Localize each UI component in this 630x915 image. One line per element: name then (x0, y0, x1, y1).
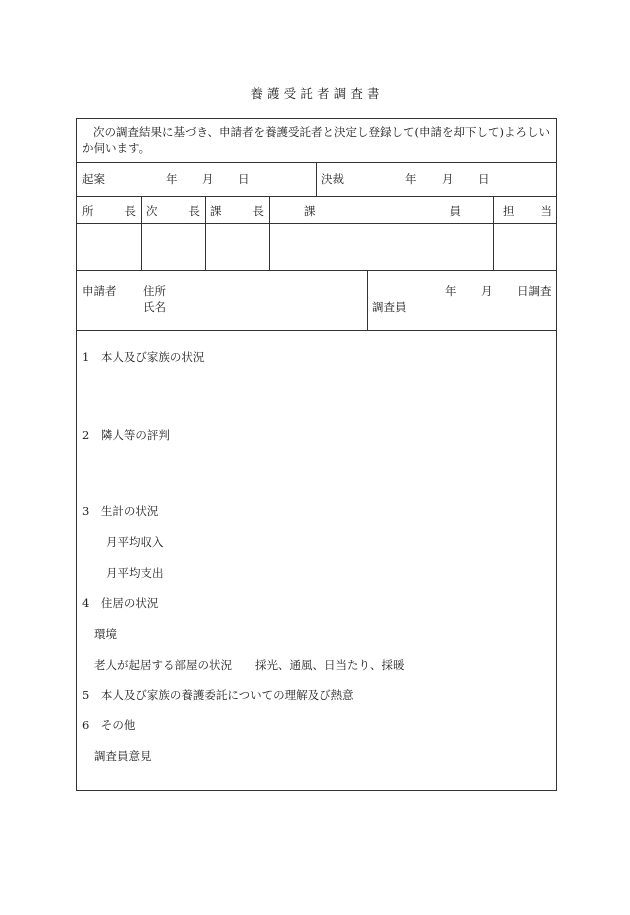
kessai-year: 年 (405, 172, 417, 186)
surveyor-label: 調査員 (372, 300, 407, 314)
intro-text: 次の調査結果に基づき、申請者を養護受託者と決定し登録して(申請を却下して)よろしいか伺います。 (82, 125, 551, 155)
header-kain-char1: 課 (304, 204, 316, 218)
header-tanto (493, 202, 557, 221)
kessai-label: 決裁 (321, 172, 344, 186)
header-kacho-char1: 課 (210, 204, 222, 218)
kian-label: 起案 (82, 172, 105, 186)
kessai-day: 日 (478, 172, 490, 186)
survey-month: 月 (481, 284, 493, 298)
header-shocho (77, 202, 141, 221)
rule-applicant (77, 330, 556, 331)
header-jicho (141, 202, 205, 221)
section-4-environment: 環境 (94, 627, 117, 641)
rule-approval-header (77, 223, 556, 224)
kessai-month: 月 (442, 172, 454, 186)
section-6: 6 その他 (82, 718, 136, 732)
kian-day: 日 (238, 172, 250, 186)
header-jicho-char2: 長 (188, 204, 200, 218)
section-2: 2 隣人等の評判 (82, 428, 170, 442)
survey-date-suffix: 日調査 (517, 284, 552, 298)
applicant-name: 氏名 (143, 300, 166, 314)
header-tanto-char1: 担 (503, 204, 515, 218)
section-4: 4 住居の状況 (82, 596, 159, 610)
divider-applicant (367, 270, 368, 330)
section-3-expense: 月平均支出 (106, 566, 164, 580)
header-shocho-char2: 長 (124, 204, 136, 218)
survey-form (76, 118, 557, 791)
header-shocho-char1: 所 (82, 204, 94, 218)
header-jicho-char1: 次 (146, 204, 158, 218)
document-title: 養 護 受 託 者 調 査 書 (250, 86, 380, 101)
kian-month: 月 (202, 172, 214, 186)
survey-year: 年 (445, 284, 457, 298)
header-kain-char2: 員 (449, 204, 461, 218)
applicant-label: 申請者 (82, 284, 117, 298)
applicant-address: 住所 (143, 284, 166, 298)
header-kacho-char2: 長 (252, 204, 264, 218)
divider-dates (316, 162, 317, 196)
section-5: 5 本人及び家族の養護委託についての理解及び熱意 (82, 688, 354, 702)
kian-year: 年 (166, 172, 178, 186)
rule-approvals (77, 270, 556, 271)
section-3: 3 生計の状況 (82, 504, 159, 518)
header-kain (269, 202, 493, 221)
section-4-room: 老人が起居する部屋の状況 採光、通風、日当たり、採暖 (94, 658, 405, 672)
section-1: 1 本人及び家族の状況 (82, 350, 205, 364)
section-3-income: 月平均収入 (106, 535, 164, 549)
section-6-opinion: 調査員意見 (94, 749, 152, 763)
header-tanto-char2: 当 (540, 204, 552, 218)
rule-dates (77, 196, 556, 197)
header-kacho (205, 202, 269, 221)
